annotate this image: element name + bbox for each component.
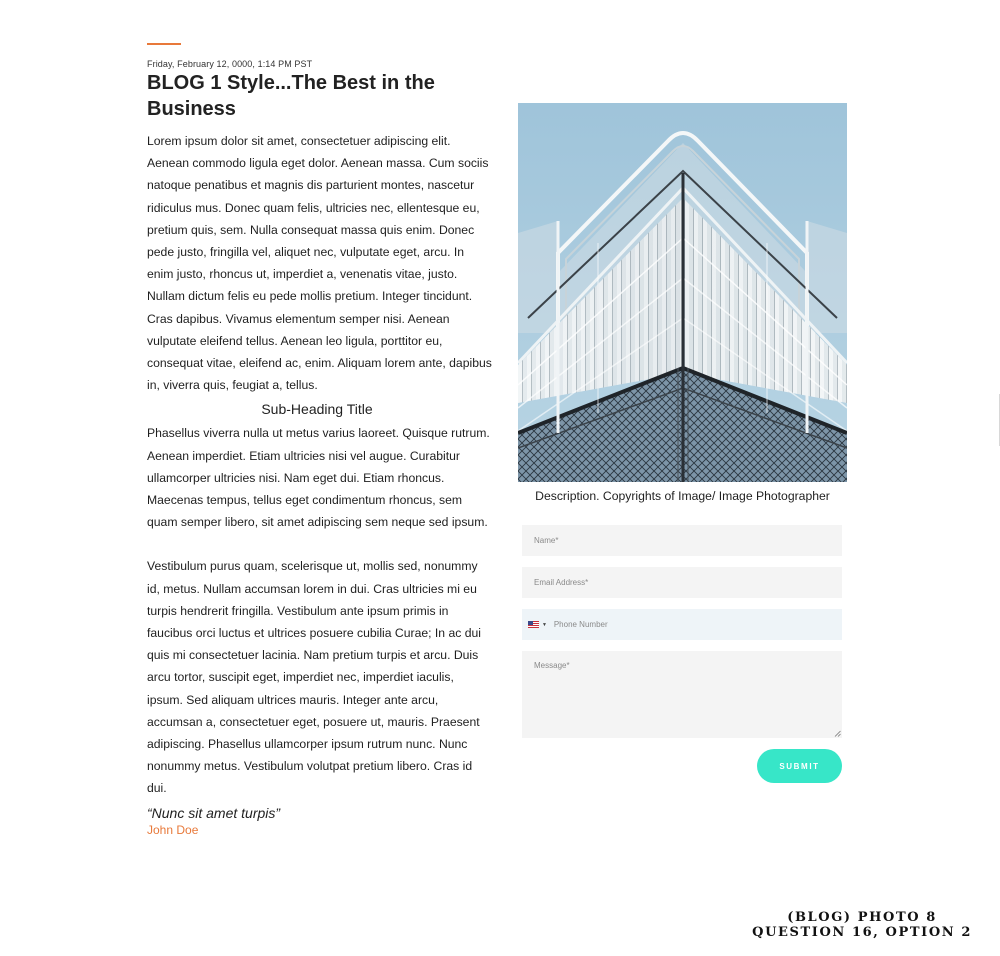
chevron-down-icon: ▼ <box>542 621 547 628</box>
article-paragraph-2: Phasellus viverra nulla ut metus varius laoreet. Quisque rutrum. Aenean imperdiet. Etiam ultricies nisi vel augue. Curabitur ullamcorper ultricies nisi. Nam eget dui. Etiam rhoncus. Maecenas tempus, tellus eget condimentum rhoncus, sem quam semper libero, sit amet adipiscing sem neque sed ipsum. <box>147 426 490 530</box>
post-date: Friday, February 12, 0000, 1:14 PM PST <box>147 59 313 69</box>
article-body <box>147 130 492 838</box>
post-title: BLOG 1 Style...The Best in the Business <box>147 72 435 120</box>
photo-caption: Description. Copyrights of Image/ Image Photographer <box>535 489 830 503</box>
pull-quote: “Nunc sit amet turpis” <box>147 804 281 821</box>
us-flag-icon <box>528 621 539 628</box>
phone-field <box>522 609 842 640</box>
article-paragraph-3: Vestibulum purus quam, scelerisque ut, mollis sed, nonummy id, metus. Nullam accumsan lorem in dui. Cras ultricies mi eu turpis hendrerit fringilla. Vestibulum ante ipsum primis in faucibus orci luctus et ultrices posuere cubilia Curae; In ac dui quis mi consectetuer lacinia. Nam pretium turpis et arcu. Duis arcu tortor, suscipit eget, imperdiet nec, imperdiet iaculis, ipsum. Sed aliquam ultrices mauris. Integer ante arcu, accumsan a, consectetuer eget, posuere ut, mauris. Praesent adipiscing. Phasellus ullamcorper ipsum rutrum nunc. Nunc nonummy metus. Vestibulum volutpat pretium libero. Cras id dui. <box>147 559 481 796</box>
resize-handle-icon[interactable] <box>834 730 841 737</box>
title-accent-line <box>147 43 181 45</box>
paragraph-spacer <box>147 533 492 555</box>
phone-input[interactable] <box>554 609 842 640</box>
sub-heading: Sub-Heading Title <box>261 401 373 418</box>
message-textarea[interactable] <box>522 651 842 738</box>
country-code-select[interactable] <box>522 609 554 640</box>
photo-label-line-1: (BLOG) PHOTO 8 <box>787 910 937 925</box>
email-input[interactable] <box>522 567 842 598</box>
article-paragraph-1: Lorem ipsum dolor sit amet, consectetuer adipiscing elit. Aenean commodo ligula eget dolor. Aenean massa. Cum sociis natoque penatibus et magnis dis parturient montes, nascetur ridiculus mus. Donec quam felis, ultricies nec, ellentesque eu, pretium quis, sem. Nulla consequat massa quis enim. Donec pede justo, fringilla vel, aliquet nec, vulputate eget, arcu. In enim justo, rhoncus ut, imperdiet a, venenatis vitae, justo. Nullam dictum felis eu pede mollis pretium. Integer tincidunt. Cras dapibus. Vivamus elementum semper nisi. Aenean vulputate eleifend tellus. Aenean leo ligula, porttitor eu, consequat vitae, eleifend ac, enim. Aliquam lorem ante, dapibus in, viverra quis, feugiat a, tellus. <box>147 134 492 393</box>
photo-label <box>752 910 972 940</box>
name-input[interactable] <box>522 525 842 556</box>
building-photo <box>518 103 847 482</box>
submit-button[interactable]: SUBMIT <box>757 749 842 783</box>
quote-author: John Doe <box>147 822 199 837</box>
photo-label-line-2: QUESTION 16, OPTION 2 <box>752 925 972 940</box>
